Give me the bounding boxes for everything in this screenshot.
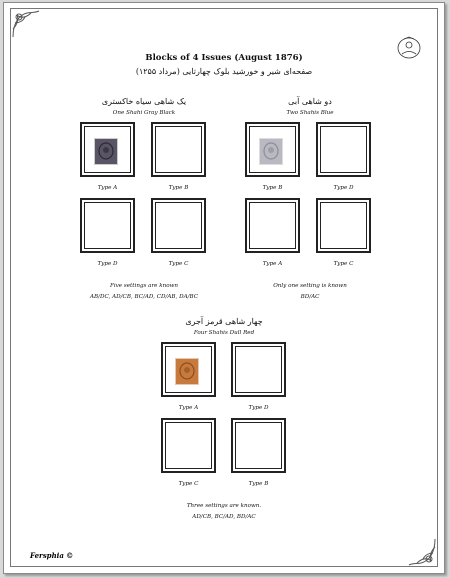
footer-signature: Fersphia © (30, 551, 74, 560)
page-title: Blocks of 4 Issues (August 1876) (145, 53, 303, 63)
type-label: Type C (168, 261, 189, 267)
section-1-title: One Shahi Gray Black (112, 110, 176, 116)
stamp-mount (316, 198, 371, 253)
stamp-mount (151, 198, 206, 253)
type-label: Type A (97, 185, 118, 191)
type-label: Type D (248, 405, 269, 411)
type-label: Type D (97, 261, 118, 267)
type-label: Type C (333, 261, 354, 267)
section-1-title-persian: یک شاهی سیاه خاکستری (101, 97, 187, 106)
stamp-mount (231, 342, 286, 397)
corner-ornament-icon (407, 537, 437, 567)
settings-list: AB/DC, AD/CB, BC/AD, CD/AB, DA/BC (89, 294, 199, 300)
stamp-mount (80, 198, 135, 253)
type-label: Type B (168, 185, 189, 191)
stamp-mount (245, 198, 300, 253)
stamp-image (175, 358, 199, 385)
stamp-mount (316, 122, 371, 177)
settings-list: AD/CB, BC/AD, BD/AC (192, 514, 256, 520)
section-2-title-persian: دو شاهی آبی (288, 97, 332, 106)
stamp-mount (161, 418, 216, 473)
corner-ornament-icon (11, 9, 41, 39)
page-title-persian: صفحه‌ای شیر و خورشید بلوک چهارتایی (مرداد ۱۲۵۵) (135, 67, 313, 76)
settings-list: BD/AC (300, 294, 320, 300)
type-label: Type B (248, 481, 269, 487)
type-label: Type B (262, 185, 283, 191)
settings-note: Three settings are known. (186, 503, 262, 509)
type-label: Type D (333, 185, 354, 191)
stamp-image (259, 138, 283, 165)
type-label: Type A (262, 261, 283, 267)
settings-note: Five settings are known (109, 283, 179, 289)
section-3-title-persian: چهار شاهی قرمز آجری (185, 317, 263, 326)
settings-note: Only one setting is known (273, 283, 347, 289)
stamp-mount (151, 122, 206, 177)
type-label: Type C (178, 481, 199, 487)
album-page (3, 2, 445, 574)
section-3-title: Four Shahis Dull Red (193, 330, 255, 336)
section-2-title: Two Shahis Blue (286, 110, 334, 116)
stamp-mount (231, 418, 286, 473)
stamp-image (94, 138, 118, 165)
type-label: Type A (178, 405, 199, 411)
